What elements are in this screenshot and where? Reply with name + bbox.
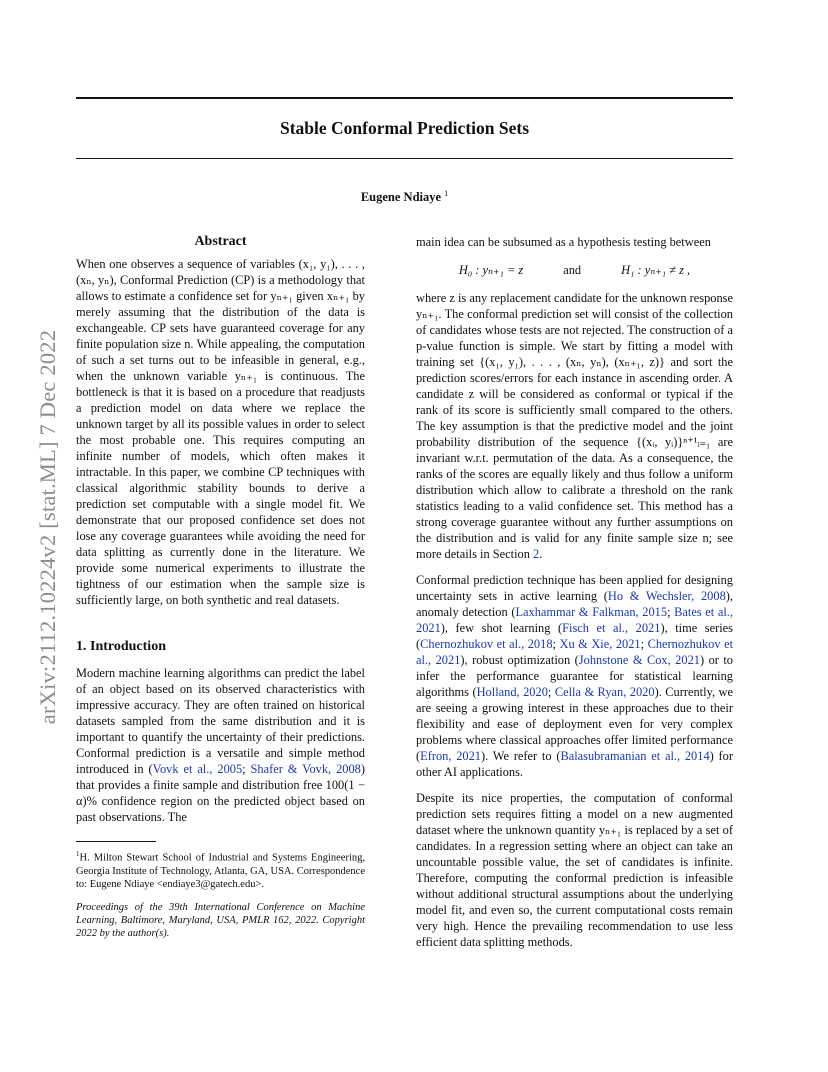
- method-text: where z is any replacement candidate for the unknown response yₙ₊₁. The conformal prediction set will consist of the collection of candidates whose tests are not rejected. The construction of a p-value function is simple. We start by fitting a model with training set {(x₁, y₁), . . . , (xₙ, yₙ), (xₙ₊₁, z)} and sort the prediction scores/errors for each instance in ascending order. A candidate z will be considered as conformal or typical if the rank of its score is sufficiently small compared to the others. The key assumption is that the predictive model and the joint probability distribution of the sequence {(xᵢ, yᵢ)}ⁿ⁺¹ᵢ₌₁ are invariant w.r.t. permutation of the data. As a consequence, the ranks of the scores are equally likely and thus follow a uniform distribution which allow to calibrate a threshold on the rank statistics leading to a valid confidence set. This method has a strong coverage guarantee without any further assumptions on the distribution and is valid for any finite sample size n; see more details in Section: [416, 291, 733, 561]
- left-column: [76, 233, 365, 940]
- intro-text-2: ) that provides a finite sample and distribution free 100(1 − α)% confidence region on the predicted object based on past observations. The: [76, 762, 365, 824]
- title-bottom-rule: [76, 158, 733, 159]
- text: ) or to infer the performance guarantee for statistical learning algorithms (: [416, 653, 734, 699]
- author-line: [76, 189, 733, 205]
- citation-link[interactable]: Cella & Ryan, 2020: [554, 685, 655, 699]
- abstract-text: When one observes a sequence of variables (x₁, y₁), . . . , (xₙ, yₙ), Conformal Prediction (CP) is a methodology that allows to estimate a confidence set for yₙ₊₁ given xₙ₊₁ by merely assuming that the distribution of the data is exchangeable. CP sets have guaranteed coverage for any finite population size n. While appealing, the computation of such a set turns out to be infeasible in general, e.g., when the unknown variable yₙ₊₁ is continuous. The bottleneck is that it is based on a procedure that readjusts a prediction model on data where we replace the unknown target by all its possible values in order to select the most probable one. This requires computing an infinite number of models, which often makes it intractable. In this paper, we combine CP techniques with classical algorithmic stability bounds to derive a prediction set computable with a single model fit. We demonstrate that our proposed confidence set does not lose any coverage guarantees while avoiding the need for data splitting as currently done in the literature. We provide some numerical experiments to illustrate the tightness of our estimation when the sample size is sufficiently large, on both synthetic and real datasets.: [76, 257, 365, 607]
- text: ;: [552, 637, 560, 651]
- applications-paragraph: [416, 572, 733, 780]
- footnote-divider: [76, 841, 156, 842]
- citation-link[interactable]: Holland, 2020: [476, 685, 548, 699]
- alternative-hypothesis: H₁ : yₙ₊₁ ≠ z ,: [621, 263, 691, 277]
- citation-link[interactable]: Balasubramanian et al., 2014: [560, 749, 710, 763]
- method-paragraph: [416, 290, 733, 562]
- arxiv-identifier-stamp: arXiv:2112.10224v2 [stat.ML] 7 Dec 2022: [35, 329, 60, 725]
- citation-link[interactable]: Chernozhukov et al., 2018: [420, 637, 553, 651]
- text: ), few shot learning (: [440, 621, 563, 635]
- citation-link[interactable]: Vovk et al., 2005: [152, 762, 243, 776]
- right-paragraph-lead: main idea can be subsumed as a hypothesis testing between: [416, 235, 711, 249]
- intro-text-sep: ;: [242, 762, 251, 776]
- abstract-section: [76, 233, 365, 608]
- citation-link[interactable]: Ho & Wechsler, 2008: [607, 589, 726, 603]
- introduction-heading: 1. Introduction: [76, 639, 166, 654]
- author-name: Eugene Ndiaye: [360, 190, 442, 205]
- text: ;: [667, 605, 675, 619]
- author-affiliation-mark: 1: [444, 189, 449, 198]
- introduction-paragraph: [76, 665, 365, 825]
- text: ;: [640, 637, 648, 651]
- citation-link[interactable]: Shafer & Vovk, 2008: [250, 762, 361, 776]
- citation-link[interactable]: Chernozhukov et al., 2021: [416, 637, 734, 667]
- citation-link[interactable]: Efron, 2021: [420, 749, 482, 763]
- footnote-text: H. Milton Stewart School of Industrial and Systems Engineering, Georgia Institute of Technology, Atlanta, GA, USA. Correspondence to: Eugene Ndiaye <endiaye3@gatech.edu>.: [76, 852, 365, 890]
- hypothesis-equation: [416, 262, 733, 278]
- right-column: [416, 234, 733, 950]
- affiliation-footnote: [76, 848, 365, 891]
- text: ), time series (: [416, 621, 733, 651]
- text: ), anomaly detection (: [416, 589, 733, 619]
- text: ). Currently, we are seeing a growing interest in these approaches due to their flexibility and ease of deployment even for very complex problems where classical approaches offer limited performance (: [416, 685, 733, 763]
- text: ). We refer to (: [481, 749, 561, 763]
- citation-link[interactable]: Laxhammar & Falkman, 2015: [515, 605, 668, 619]
- section-link[interactable]: 2: [533, 547, 540, 561]
- citation-link[interactable]: Xu & Xie, 2021: [559, 637, 641, 651]
- method-text-end: .: [539, 547, 543, 561]
- footnote-mark: 1: [76, 850, 80, 858]
- citation-link[interactable]: Johnstone & Cox, 2021: [578, 653, 700, 667]
- citation-link[interactable]: Bates et al., 2021: [416, 605, 733, 635]
- intro-text-1: Modern machine learning algorithms can predict the label of an object based on its observed characteristics with impressive accuracy. They are often trained on historical datasets sampled from the same distribution and it is important to quantify the uncertainty of their predictions. Conformal prediction is a versatile and simple method introduced in (: [76, 666, 365, 776]
- text: Conformal prediction technique has been applied for designing uncertainty sets in active learning (: [416, 573, 733, 603]
- citation-link[interactable]: Fisch et al., 2021: [562, 621, 661, 635]
- title-top-rule: [76, 97, 733, 99]
- paper-title: Stable Conformal Prediction Sets: [279, 118, 530, 138]
- hypothesis-and: and: [563, 263, 582, 277]
- abstract-heading: Abstract: [194, 234, 247, 249]
- text: ) for other AI applications.: [416, 749, 734, 779]
- computation-paragraph: Despite its nice properties, the computation of conformal prediction sets requires fitting a model on a new augmented dataset where the unknown quantity yₙ₊₁ is replaced by a set of candidates. In a regression setting where an object can take an uncountable possible value, the set of candidates is infinite. Therefore, computing the conformal prediction is infeasible without additional structural assumptions about the underlying model fit, and even so, the current computational costs remain very high. Hence the prevailing recommendation to use less efficient data splitting methods.: [416, 791, 733, 949]
- proceedings-note: Proceedings of the 39th International Conference on Machine Learning, Baltimore, Maryland, USA, PMLR 162, 2022. Copyright 2022 by the author(s).: [76, 901, 365, 939]
- text: ;: [547, 685, 555, 699]
- null-hypothesis: H₀ : yₙ₊₁ = z: [458, 263, 524, 277]
- text: ), robust optimization (: [460, 653, 579, 667]
